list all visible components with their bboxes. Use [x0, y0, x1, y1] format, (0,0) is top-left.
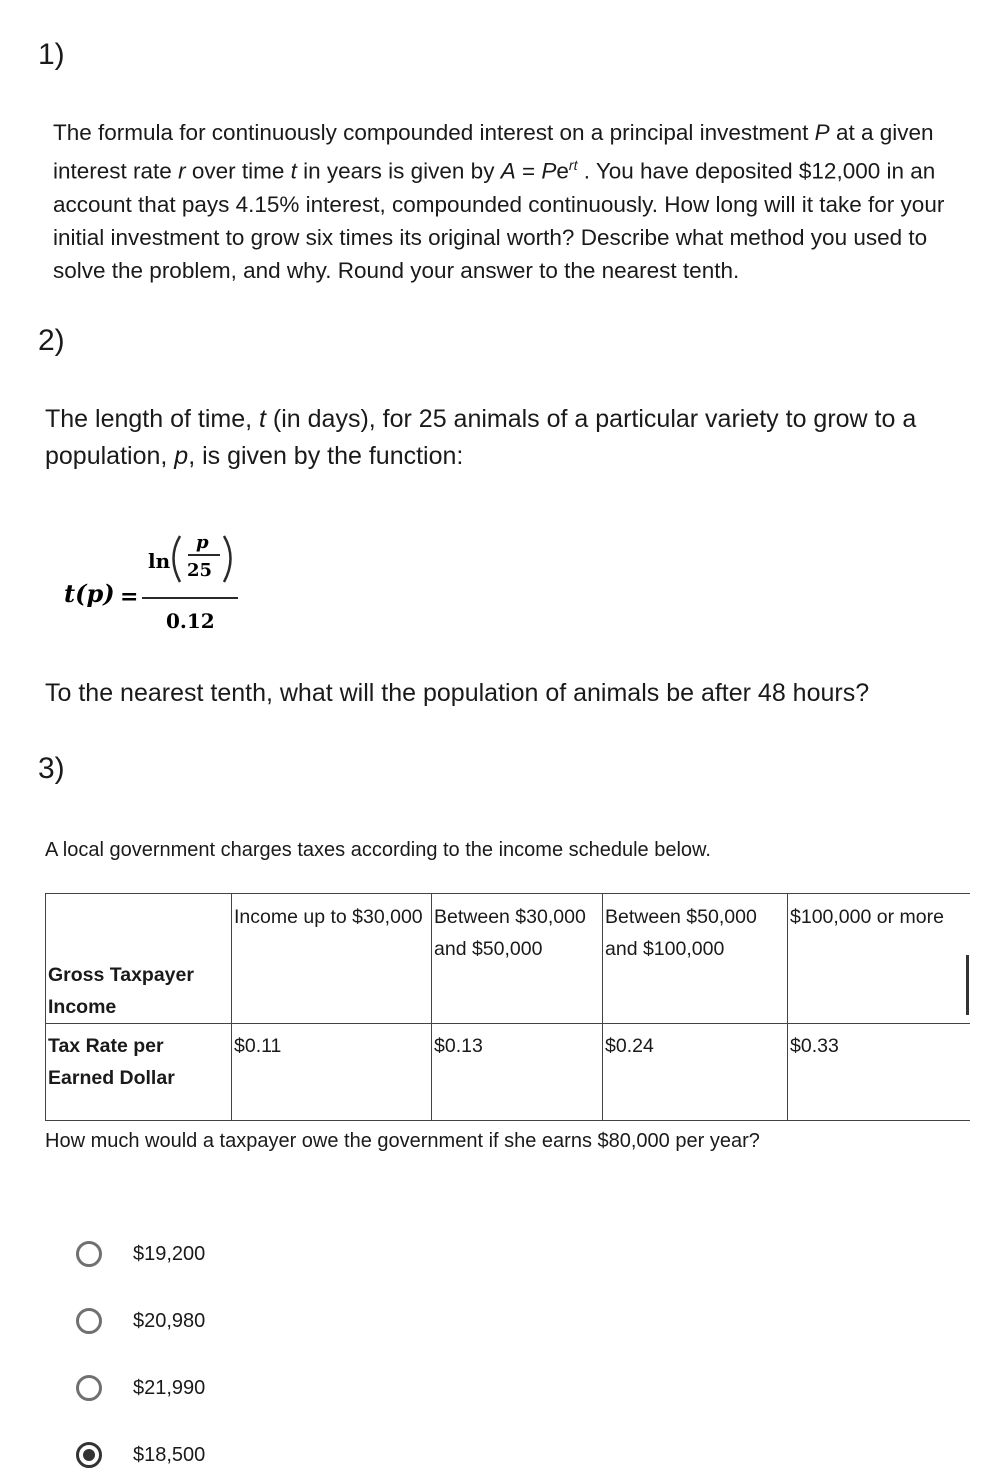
formula-frac-den: 25	[187, 560, 213, 581]
tax-schedule-table	[45, 893, 970, 1121]
col-header-2: Between $30,000 and $50,000	[434, 906, 586, 960]
table-edge-mark	[966, 955, 969, 1015]
answer-option[interactable]	[76, 1370, 205, 1406]
question-2-text: The length of time, t (in days), for 25 animals of a particular variety to grow to a population, p, is given by the function:	[45, 405, 917, 470]
population-formula	[60, 520, 260, 640]
row-header-rate: Tax Rate per Earned Dollar	[48, 1035, 175, 1089]
radio-button[interactable]	[76, 1241, 102, 1267]
answer-option-selected[interactable]	[76, 1437, 205, 1473]
formula-right-paren	[224, 536, 231, 582]
rate-cell-2: $0.13	[434, 1035, 483, 1057]
question-3-intro: A local government charges taxes according to the income schedule below.	[45, 839, 711, 861]
formula-equals: =	[120, 584, 139, 610]
question-1-number: 1)	[38, 38, 65, 71]
question-1-text: The formula for continuously compounded interest on a principal investment P at a given interest rate r over time t in years is given by $A = Pe^{rt}$ . You have deposited $12,000 in an account that pays 4.15% interest, compounded continuously. How long will it take for your initial investment to grow six times its original worth? Describe what method you used to solve the problem, and why. Round your answer to the nearest tenth.	[53, 120, 945, 283]
col-header-4: $100,000 or more	[790, 906, 944, 928]
formula-left-paren	[174, 536, 181, 582]
answer-option[interactable]	[76, 1236, 205, 1272]
rate-cell-4: $0.33	[790, 1035, 839, 1057]
question-2-prompt: To the nearest tenth, what will the population of animals be after 48 hours?	[45, 679, 870, 707]
formula-frac-num: p	[196, 532, 209, 553]
question-2-number: 2)	[38, 324, 65, 357]
radio-button-selected[interactable]	[76, 1442, 102, 1468]
formula-denominator: 0.12	[166, 609, 215, 633]
formula-ln: ln	[148, 549, 171, 573]
question-3-number: 3)	[38, 752, 65, 785]
formula-lhs: t(p)	[64, 579, 115, 608]
answer-option-label: $21,990	[133, 1376, 206, 1399]
row-header-income: Gross Taxpayer Income	[48, 964, 194, 1018]
radio-button[interactable]	[76, 1375, 102, 1401]
question-3-prompt: How much would a taxpayer owe the government if she earns $80,000 per year?	[45, 1130, 760, 1152]
rate-cell-1: $0.11	[234, 1035, 282, 1057]
col-header-1: Income up to $30,000	[234, 906, 423, 928]
col-header-3: Between $50,000 and $100,000	[605, 906, 757, 960]
answer-option[interactable]	[76, 1303, 205, 1339]
answer-option-label: $20,980	[133, 1309, 206, 1332]
rate-cell-3: $0.24	[605, 1035, 654, 1057]
radio-button[interactable]	[76, 1308, 102, 1334]
answer-option-label: $18,500	[133, 1443, 206, 1466]
answer-option-label: $19,200	[133, 1242, 206, 1265]
